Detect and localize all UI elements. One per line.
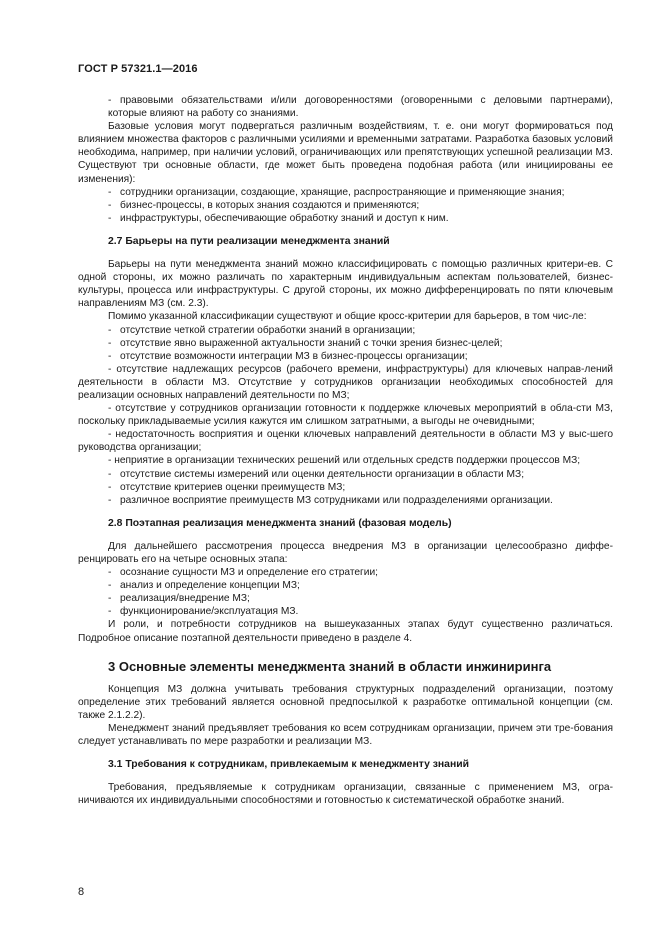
list-item: [78, 605, 613, 618]
spacer: [78, 530, 613, 540]
list-item-text: инфраструктуры, обеспечивающие обработку знаний и доступ к ним.: [120, 212, 449, 224]
list-item-text: правовыми обязательствами и/или договоренностями (оговоренными с деловыми партнерами), которые влияют на работу со знаниями.: [108, 95, 613, 120]
paragraph: - отсутствие надлежащих ресурсов (рабочего времени, инфраструктуры) для ключевых направ-лений деятельности в области МЗ. Отсутствие у сотрудников организации необходимых способностей для реализации основных направлений деятельности по МЗ;: [78, 363, 613, 401]
subsection-heading: 2.7 Барьеры на пути реализации менеджмента знаний: [108, 235, 390, 247]
list-dash: -: [108, 95, 112, 106]
paragraph: Барьеры на пути менеджмента знаний можно классифицировать с помощью различных критери-ев. С одной стороны, их можно различать по характерным индивидуальным аспектам пользователей, бизнес-культуры, процесса или инфраструктуры. С другой стороны, их можно дифференцировать по пяти ключевым направлениям МЗ (см. 2.3).: [78, 259, 613, 310]
paragraph: Требования, предъявляемые к сотрудникам организации, связанные с применением МЗ, огра-ничиваются их индивидуальными способностями и готовностью к систематической обработке знаний.: [78, 782, 613, 807]
list-dash: -: [108, 199, 112, 211]
paragraph: - неприятие в организации технических решений или отдельных средств поддержки процессов МЗ;: [108, 455, 581, 467]
list-dash: -: [108, 593, 112, 605]
list-item: [78, 324, 613, 337]
list-item: [78, 199, 613, 212]
list-dash: -: [108, 494, 112, 506]
list-dash: -: [108, 567, 112, 579]
paragraph: И роли, и потребности сотрудников на вышеуказанных этапах будут существенно различаться. Подробное описание поэтапной деятельности приведено в разделе 4.: [78, 619, 613, 644]
list-item: [78, 350, 613, 363]
paragraph: Базовые условия могут подвергаться различным воздействиям, т. е. они могут формироваться под влиянием множества факторов с различными усилиями и временными затратами. Разработка базовых условий необходима, например, при наличии условий, ограничивающих или препятствующих успешной реализации МЗ. Существуют три основные области, где может быть проведена подобная работа (или инициированы ее изменения):: [78, 121, 613, 185]
list-item: [78, 592, 613, 605]
list-item-text: анализ и определение концепции МЗ;: [120, 580, 300, 592]
subsection-heading: 3.1 Требования к сотрудникам, привлекаемым к менеджменту знаний: [108, 759, 470, 771]
spacer: [78, 673, 613, 683]
spacer: [78, 225, 613, 235]
list-item-text: различное восприятие преимуществ МЗ сотрудниками или подразделениями организации.: [120, 494, 553, 506]
list-dash: -: [108, 212, 112, 224]
paragraph: Менеджмент знаний предъявляет требования ко всем сотрудникам организации, причем эти тре-бования следует устанавливать по мере разработки и реализации МЗ.: [78, 723, 613, 748]
list-item-text: отсутствие явно выраженной актуальности знаний с точки зрения бизнес-целей;: [120, 337, 503, 349]
list-item: [78, 481, 613, 494]
list-dash: -: [108, 350, 112, 362]
list-item: [78, 337, 613, 350]
list-item: [78, 468, 613, 481]
list-item-text: отсутствие системы измерений или оценки деятельности организации в области МЗ;: [120, 468, 525, 480]
spacer: [78, 507, 613, 517]
paragraph: Для дальнейшего рассмотрения процесса внедрения МЗ в организации целесообразно диффе-ренцировать его на четыре основных этапа:: [78, 540, 613, 565]
spacer: [78, 248, 613, 258]
paragraph: Помимо указанной классификации существуют и общие кросс-критерии для барьеров, в том чис-ле:: [108, 311, 587, 323]
list-item-text: бизнес-процессы, в которых знания создаются и применяются;: [120, 199, 420, 211]
list-item: [78, 94, 613, 120]
spacer: [78, 645, 613, 660]
section-heading: 3 Основные элементы менеджмента знаний в области инжиниринга: [108, 658, 552, 674]
paragraph: Концепция МЗ должна учитывать требования структурных подразделений организации, поэтому определение этих требований является основной предпосылкой к разработке оптимальной концепции (см. также 2.1.2.2).: [78, 683, 613, 721]
list-dash: -: [108, 580, 112, 592]
paragraph: - недостаточность восприятия и оценки ключевых направлений деятельности в области МЗ у выс-шего руководства организации;: [78, 429, 613, 454]
list-item: [78, 566, 613, 579]
list-item-text: сотрудники организации, создающие, хранящие, распространяющие и применяющие знания;: [120, 186, 565, 198]
spacer: [78, 748, 613, 758]
list-item: [78, 186, 613, 199]
standard-header: ГОСТ Р 57321.1—2016: [78, 63, 198, 75]
list-item: [78, 494, 613, 507]
list-item-text: реализация/внедрение МЗ;: [120, 593, 250, 605]
page-number: 8: [78, 886, 85, 898]
list-item-text: функционирование/эксплуатация МЗ.: [120, 606, 299, 618]
list-dash: -: [108, 481, 112, 493]
list-dash: -: [108, 186, 112, 198]
list-item: [78, 212, 613, 225]
document-body: [78, 94, 613, 808]
spacer: [78, 771, 613, 781]
list-dash: -: [108, 606, 112, 618]
list-item-text: отсутствие критериев оценки преимуществ МЗ;: [120, 481, 346, 493]
paragraph: - отсутствие у сотрудников организации готовности к поддержке ключевых мероприятий в обла-сти МЗ, поскольку прикладываемые усилия кажутся им слишком затратными, а выгоды не очевидными;: [78, 403, 613, 428]
list-item-text: отсутствие четкой стратегии обработки знаний в организации;: [120, 324, 416, 336]
list-dash: -: [108, 468, 112, 480]
list-item: [78, 579, 613, 592]
subsection-heading: 2.8 Поэтапная реализация менеджмента знаний (фазовая модель): [108, 517, 452, 529]
list-item-text: отсутствие возможности интеграции МЗ в бизнес-процессы организации;: [120, 350, 468, 362]
list-item-text: осознание сущности МЗ и определение его стратегии;: [120, 567, 378, 579]
list-dash: -: [108, 324, 112, 336]
list-dash: -: [108, 337, 112, 349]
